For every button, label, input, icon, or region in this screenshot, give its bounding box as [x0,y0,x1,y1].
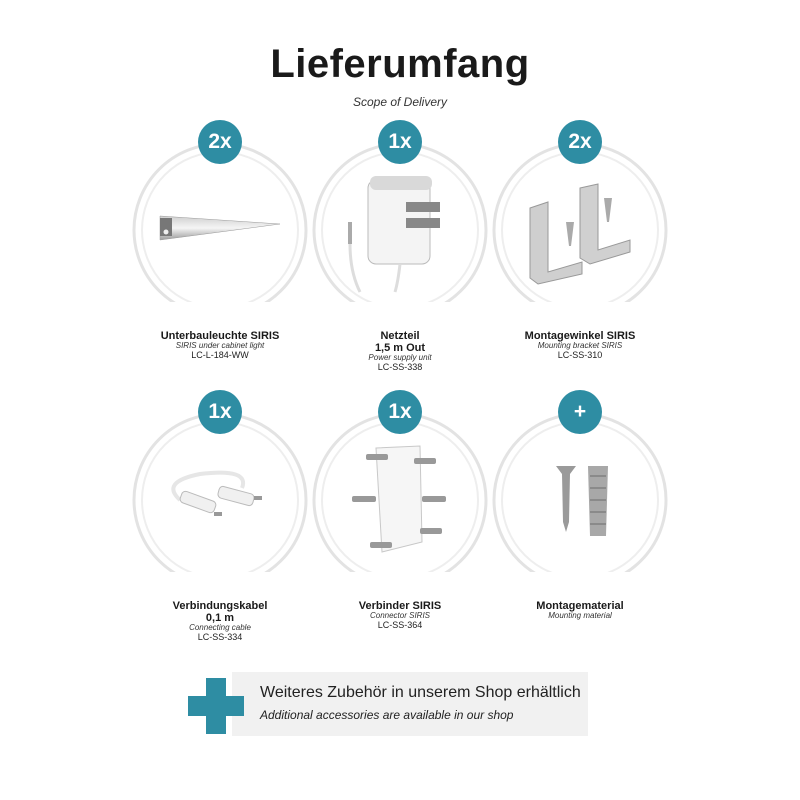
mounting-bracket-icon [490,122,670,302]
quantity-badge: 1x [378,390,422,434]
quantity-badge: 1x [198,390,242,434]
item-mounting-material [490,392,670,692]
footer-text-de: Weiteres Zubehör in unserem Shop erhältlich [260,684,581,701]
item-caption: Netzteil 1,5 m Out Power supply unit LC-SS-338 [368,330,432,372]
connector-icon [310,392,490,572]
quantity-badge: 1x [378,120,422,164]
item-cable [130,392,310,692]
connecting-cable-icon [130,392,310,572]
item-caption: Verbindungskabel 0,1 m Connecting cable LC-SS-334 [172,600,268,642]
quantity-badge: + [558,390,602,434]
item-caption: Montagewinkel SIRIS Mounting bracket SIRIS LC-SS-310 [524,330,636,360]
item-connector [310,392,490,692]
footer-text-en: Additional accessories are available in our shop [260,708,514,722]
led-light-bar-icon [130,122,310,302]
item-caption: Montagematerial Mounting material [536,600,624,621]
screw-and-dowel-icon [490,392,670,572]
page-title: Lieferumfang [270,42,530,86]
footer-banner [232,672,588,736]
item-power-supply [310,122,490,422]
page-subtitle: Scope of Delivery [352,95,448,109]
item-caption: Unterbauleuchte SIRIS SIRIS under cabinet light LC-L-184-WW [160,330,280,360]
quantity-badge: 2x [558,120,602,164]
plus-icon [188,678,244,734]
item-bracket [490,122,670,422]
power-adapter-icon [310,122,490,302]
item-caption: Verbinder SIRIS Connector SIRIS LC-SS-364 [358,600,442,630]
item-light [130,122,310,422]
quantity-badge: 2x [198,120,242,164]
